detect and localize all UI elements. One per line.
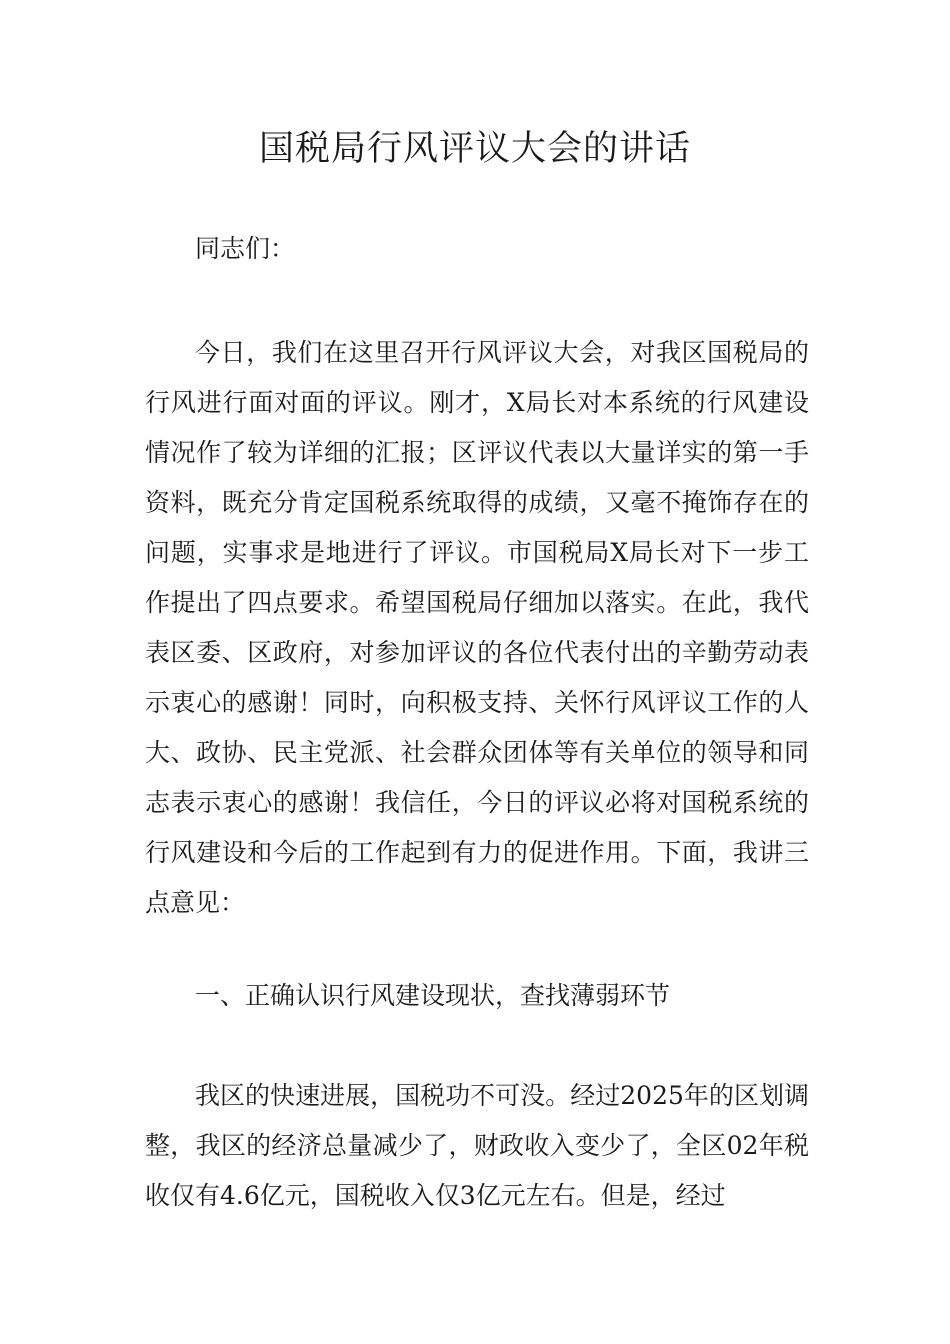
section-heading-1: 一、正确认识行风建设现状，查找薄弱环节	[195, 981, 671, 1010]
body-paragraph-2: 我区的快速进展，国税功不可没。经过2025年的区划调整，我区的经济总量减少了，财政收入变少了，全区02年税收仅有4.6亿元，国税收入仅3亿元左右。但是，经过	[145, 1081, 809, 1210]
salutation: 同志们：	[195, 234, 296, 263]
body-paragraph-1: 今日，我们在这里召开行风评议大会，对我区国税局的行风进行面对面的评议。刚才，X局长对本系统的行风建设情况作了较为详细的汇报；区评议代表以大量详实的第一手资料，既充分肯定国税系统取得的成绩，又毫不掩饰存在的问题，实事求是地进行了评议。市国税局X局长对下一步工作提出了四点要求。希望国税局仔细加以落实。在此，我代表区委、区政府，对参加评议的各位代表付出的辛勤劳动表示衷心的感谢！同时，向积极支持、关怀行风评议工作的人大、政协、民主党派、社会群众团体等有关单位的领导和同志表示衷心的感谢！我信任，今日的评议必将对国税系统的行风建设和今后的工作起到有力的促进作用。下面，我讲三点意见：	[145, 338, 809, 917]
document-title: 国税局行风评议大会的讲话	[258, 129, 691, 169]
